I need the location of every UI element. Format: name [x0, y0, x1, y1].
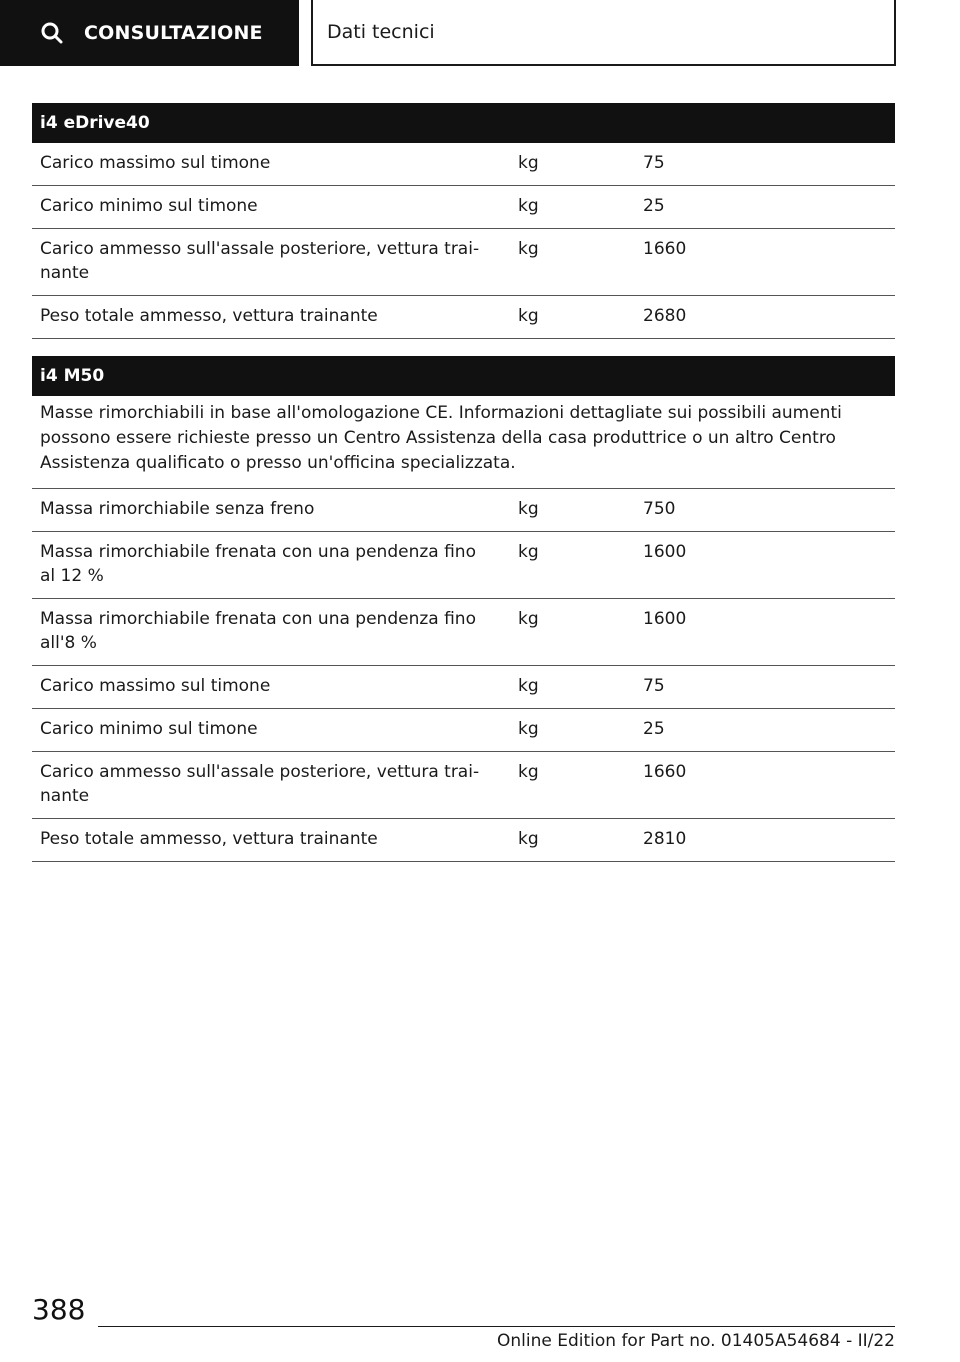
row-value: 75 [643, 676, 665, 696]
table-rows [32, 143, 895, 339]
table-row [32, 489, 895, 532]
row-label: Carico minimo sul timone [40, 719, 258, 739]
table-row [32, 143, 895, 186]
row-unit: kg [518, 719, 539, 739]
row-unit: kg [518, 762, 539, 782]
row-value: 1660 [643, 762, 687, 782]
row-label: Carico ammesso sull'assale posteriore, vettura trai- nante [40, 239, 480, 283]
table-row [32, 666, 895, 709]
section-title-text: Dati tecnici [327, 21, 435, 43]
consultazione-tab[interactable] [0, 0, 299, 66]
row-value: 25 [643, 719, 665, 739]
section-title [311, 0, 896, 66]
row-label: Carico ammesso sull'assale posteriore, vettura trai- nante [40, 762, 480, 806]
row-unit: kg [518, 239, 539, 259]
row-value: 1600 [643, 542, 687, 562]
row-unit: kg [518, 829, 539, 849]
row-value: 1660 [643, 239, 687, 259]
edition-text: Online Edition for Part no. 01405A54684 - II/22 [496, 1331, 895, 1351]
row-unit: kg [518, 153, 539, 173]
table-rows [32, 489, 895, 862]
table-row [32, 709, 895, 752]
table-row [32, 296, 895, 339]
table-row [32, 532, 895, 599]
row-label: Massa rimorchiabile frenata con una pendenza fino al 12 % [40, 542, 476, 586]
row-label: Massa rimorchiabile senza freno [40, 499, 315, 519]
row-value: 75 [643, 153, 665, 173]
table-i4-m50 [32, 356, 895, 862]
row-label: Carico minimo sul timone [40, 196, 258, 216]
table-title: i4 M50 [32, 356, 895, 396]
row-value: 2680 [643, 306, 687, 326]
tab-label: CONSULTAZIONE [84, 22, 263, 44]
table-i4-edrive40 [32, 103, 895, 339]
row-label: Carico massimo sul timone [40, 676, 271, 696]
row-value: 1600 [643, 609, 687, 629]
table-note: Masse rimorchiabili in base all'omologazione CE. Informazioni dettagliate sui possibili aumenti possono essere richieste presso un Centro Assistenza della casa produttrice o un altro Centro Assistenza qualificato o presso un'officina specializzata. [32, 396, 895, 489]
row-unit: kg [518, 542, 539, 562]
row-value: 750 [643, 499, 676, 519]
row-label: Carico massimo sul timone [40, 153, 271, 173]
row-value: 2810 [643, 829, 687, 849]
row-unit: kg [518, 499, 539, 519]
search-icon [40, 21, 64, 45]
row-label: Peso totale ammesso, vettura trainante [40, 829, 378, 849]
footer-divider [98, 1326, 895, 1327]
table-row [32, 229, 895, 296]
row-unit: kg [518, 609, 539, 629]
table-title: i4 eDrive40 [32, 103, 895, 143]
row-unit: kg [518, 196, 539, 216]
row-label: Massa rimorchiabile frenata con una pendenza fino all'8 % [40, 609, 476, 653]
table-row [32, 752, 895, 819]
row-label: Peso totale ammesso, vettura trainante [40, 306, 378, 326]
table-row [32, 186, 895, 229]
page-number: 388 [32, 1293, 86, 1326]
row-value: 25 [643, 196, 665, 216]
row-unit: kg [518, 676, 539, 696]
table-row [32, 819, 895, 862]
row-unit: kg [518, 306, 539, 326]
table-row [32, 599, 895, 666]
